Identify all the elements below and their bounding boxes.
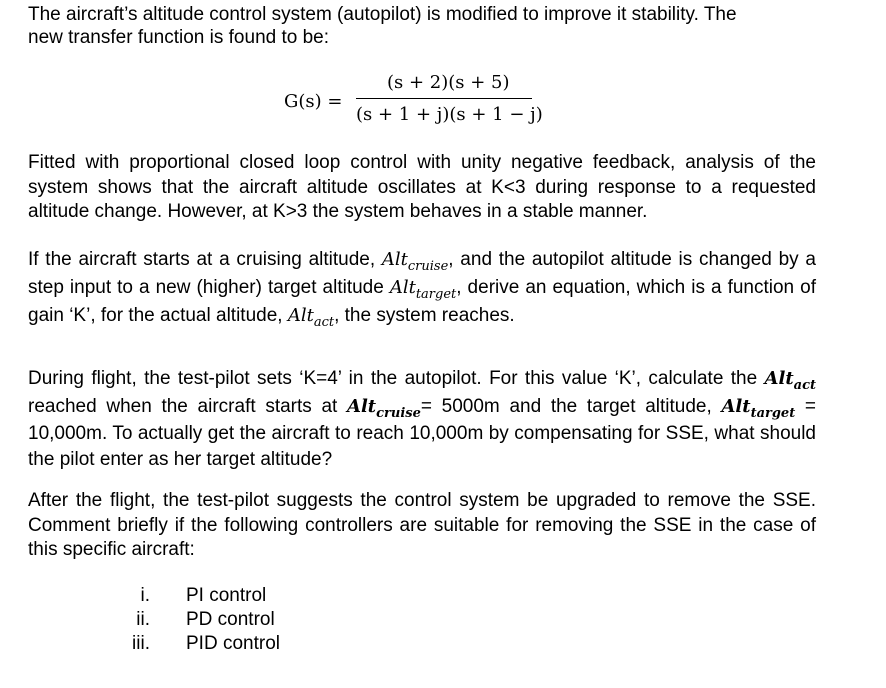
list-item-pid-control: PID control bbox=[186, 633, 280, 654]
equation-numerator: (s + 2)(s + 5) bbox=[387, 72, 510, 93]
fraction-bar bbox=[356, 98, 532, 99]
list-numeral: iii. bbox=[132, 633, 150, 654]
equation-lhs: G(s) = bbox=[284, 91, 343, 112]
alt-cruise-symbol: Alt$_{cruise}$ bbox=[347, 395, 421, 421]
list-numeral: i. bbox=[140, 585, 150, 606]
list-item-pd-control: PD control bbox=[186, 609, 275, 630]
intro-line-2: new transfer function is found to be: bbox=[28, 27, 330, 48]
alt-cruise-symbol: Alt$_{cruise}$ bbox=[381, 249, 449, 274]
list-item-pi-control: PI control bbox=[186, 585, 267, 606]
intro-line-1: The aircraft’s altitude control system (autopilot) is modified to improve it stability. The bbox=[28, 4, 737, 25]
derive-paragraph: If the aircraft starts at a cruising altitude, Alt$_{cruise}$, and the autopilot altitude is changed by a step input to a new (higher) target altitude Alt$_{target}$, derive an equation, which is a function of gain ‘K’, for the actual altitude, Alt$_{act}$, the system reaches. bbox=[28, 249, 816, 330]
alt-target-symbol: Alt$_{target}$ bbox=[721, 395, 796, 421]
flight-paragraph: During flight, the test-pilot sets ‘K=4’ in the autopilot. For this value ‘K’, calculate the Alt$_{act}$ reached when the aircraft starts at Alt$_{cruise}$= 5000m and the target altitude, Alt$_{target}$ = 10,000m. To actually get the aircraft to reach 10,000m by compensating for SSE, what should the pilot enter as her target altitude? bbox=[28, 368, 817, 470]
intro-paragraph bbox=[28, 3, 816, 49]
feedback-paragraph: Fitted with proportional closed loop control with unity negative feedback, analysis of the system shows that the aircraft altitude oscillates at K<3 during response to a requested altitude change. However, at K>3 the system behaves in a stable manner. bbox=[28, 152, 816, 222]
alt-act-symbol: Alt$_{act}$ bbox=[287, 305, 335, 330]
after-flight-paragraph: After the flight, the test-pilot suggests the control system be upgraded to remove the SSE. Comment briefly if the following controllers are suitable for removing the SSE in the case of this specific aircraft: bbox=[28, 490, 816, 560]
alt-act-symbol: Alt$_{act}$ bbox=[764, 368, 816, 393]
alt-target-symbol: Alt$_{target}$ bbox=[389, 277, 457, 302]
equation-denominator: (s + 1 + j)(s + 1 − j) bbox=[356, 104, 543, 125]
list-numeral: ii. bbox=[136, 609, 150, 630]
